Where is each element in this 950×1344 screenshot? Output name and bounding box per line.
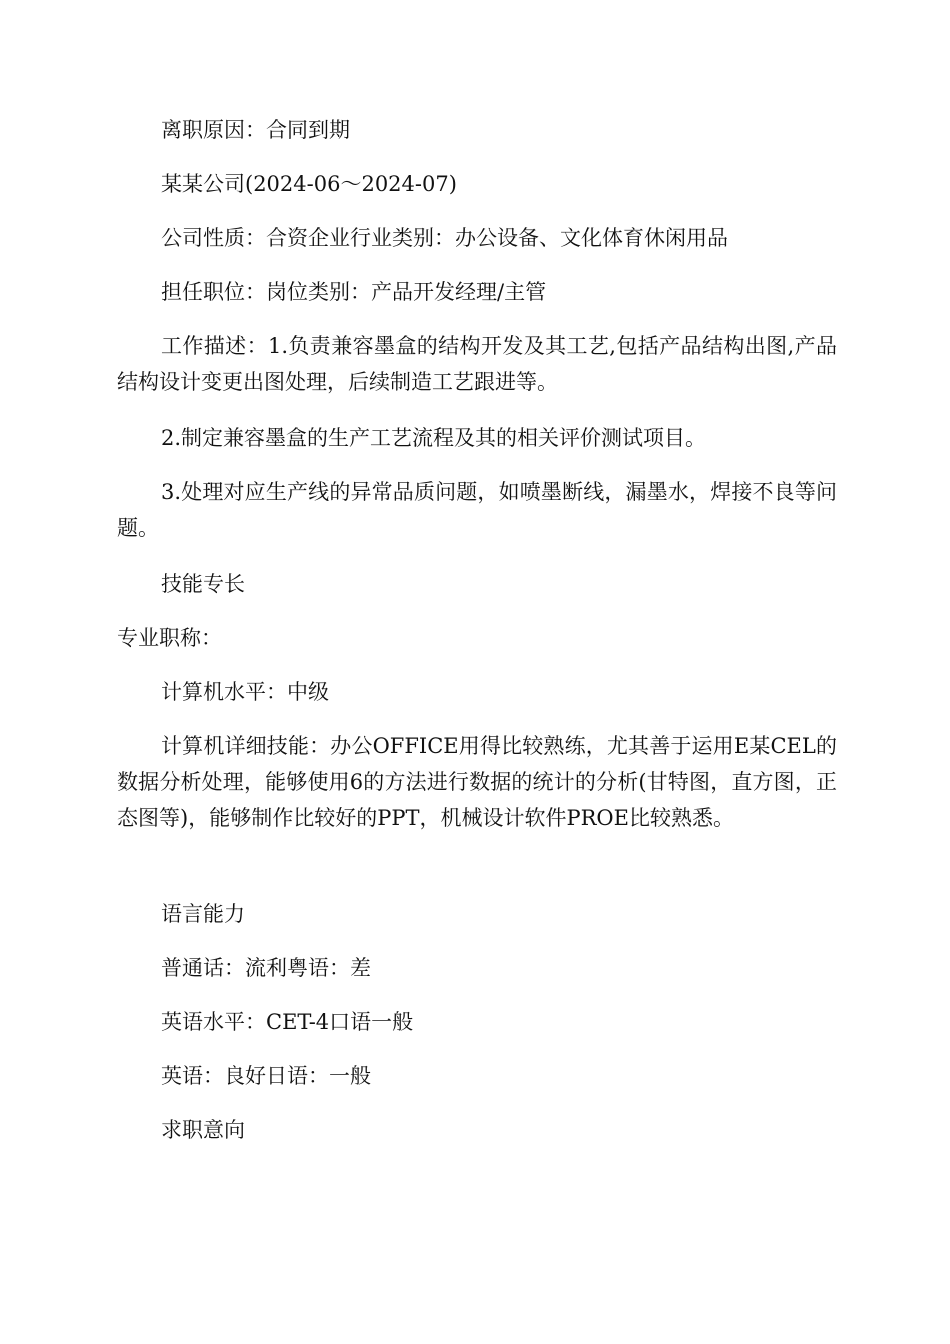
english-japanese: 英语：良好日语：一般 xyxy=(161,1064,371,1088)
mandarin-cantonese: 普通话：流利粤语：差 xyxy=(161,956,371,980)
company-nature: 公司性质：合资企业行业类别：办公设备、文化体育休闲用品 xyxy=(161,226,728,250)
job-description-item-2: 2.制定兼容墨盒的生产工艺流程及其的相关评价测试项目。 xyxy=(161,426,707,450)
company-period: 某某公司(2024-06～2024-07) xyxy=(161,172,457,196)
position: 担任职位：岗位类别：产品开发经理/主管 xyxy=(161,280,547,304)
job-description-item-3: 3.处理对应生产线的异常品质问题，如喷墨断线，漏墨水，焊接不良等问题。 xyxy=(117,480,837,540)
professional-title: 专业职称： xyxy=(117,626,222,650)
leave-reason: 离职原因：合同到期 xyxy=(161,118,350,142)
section-heading-language: 语言能力 xyxy=(161,902,245,926)
computer-skills-detail: 计算机详细技能：办公OFFICE用得比较熟练，尤其善于运用E某CEL的数据分析处理，能够使用6的方法进行数据的统计的分析(甘特图，直方图，正态图等)，能够制作比较好的PPT，机械设计软件PROE比较熟悉。 xyxy=(117,734,837,830)
section-heading-job-intention: 求职意向 xyxy=(161,1118,245,1142)
computer-level: 计算机水平：中级 xyxy=(161,680,329,704)
english-level: 英语水平：CET-4口语一般 xyxy=(161,1010,414,1034)
section-heading-skills: 技能专长 xyxy=(161,572,245,596)
job-description: 工作描述：1.负责兼容墨盒的结构开发及其工艺,包括产品结构出图,产品结构设计变更出图处理，后续制造工艺跟进等。 xyxy=(117,334,837,394)
